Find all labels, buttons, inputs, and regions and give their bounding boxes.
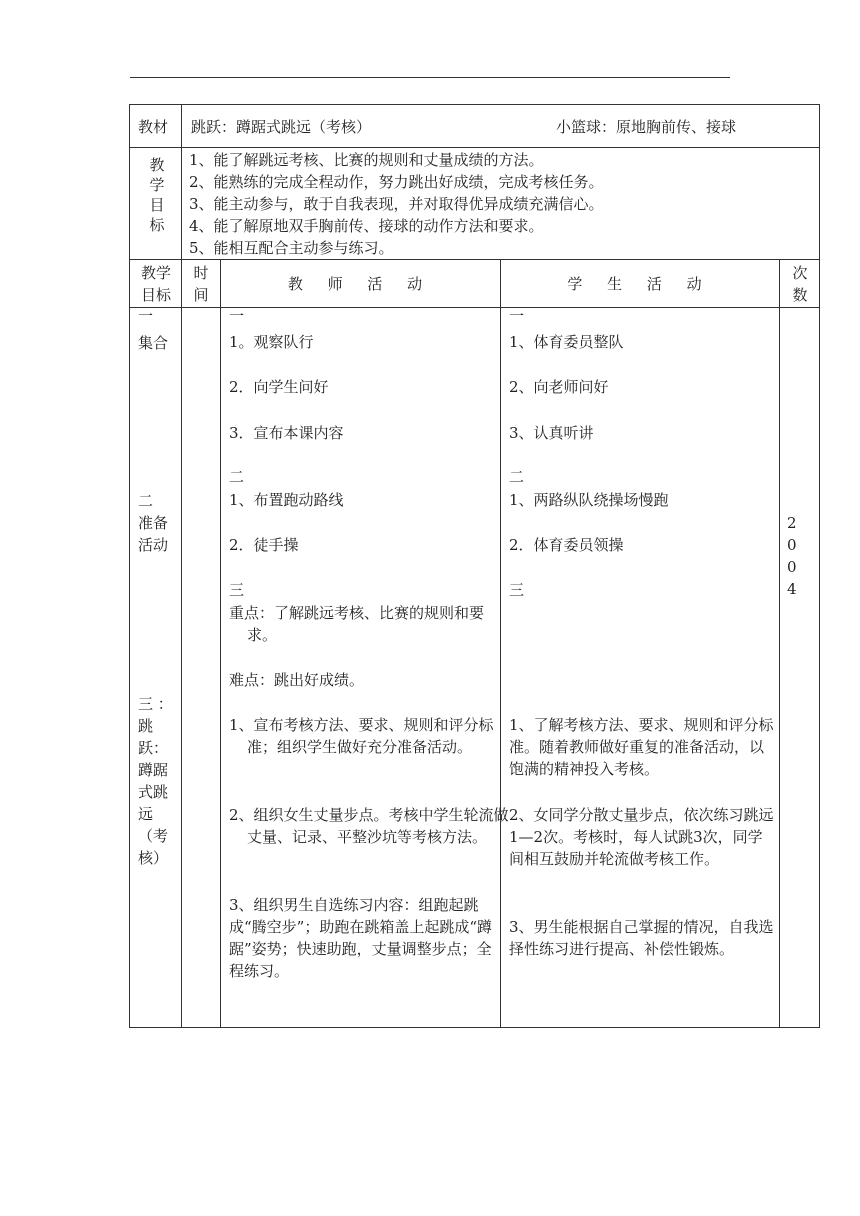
section-1-number: 一: [138, 307, 154, 325]
section-1-name: 集合: [138, 334, 169, 352]
label-teaching-goals: 教学目标: [149, 156, 165, 234]
col-divider: [220, 259, 221, 1027]
goal-line: 1、能了解跳远考核、比赛的规则和丈量成绩的方法。: [189, 151, 544, 169]
teacher-item: 2．向学生问好: [229, 378, 329, 396]
section-3-name: 跳跃：蹲踞式跳远（考核）: [138, 717, 169, 867]
teacher-paragraph: 3、组织男生自选练习内容：组跑起跳成“腾空步”；助跑在跳箱盖上起跳成“蹲踞”姿势；快速助跑，丈量调整步点；全程练习。: [229, 896, 493, 980]
goal-line: 5、能相互配合主动参与练习。: [189, 239, 394, 257]
header-rule: [130, 77, 730, 78]
row-divider: [129, 259, 820, 260]
goals-list: [189, 149, 604, 259]
teacher-item: 2．徒手操: [229, 536, 299, 554]
col-header-count: 次数: [792, 264, 808, 304]
student-paragraph: 2、女同学分散丈量步点，依次练习跳远1—2次。考核时，每人试跳3次，同学间相互鼓励并轮流做考核工作。: [509, 806, 774, 868]
textbook-item-basketball: 小篮球：原地胸前传、接球: [556, 118, 737, 136]
student-item: 2．体育委员领操: [509, 536, 624, 554]
teacher-heading-3: 三: [229, 581, 245, 599]
student-paragraph: 1、了解考核方法、要求、规则和评分标准。随着教师做好重复的准备活动，以饱满的精神投入考核。: [509, 716, 774, 778]
label-textbook: 教材: [138, 118, 169, 136]
col-header-goal: 教学目标: [140, 264, 171, 304]
count-value: 2004: [787, 514, 797, 598]
teacher-heading-2: 二: [229, 468, 245, 486]
goal-line: 4、能了解原地双手胸前传、接球的动作方法和要求。: [189, 217, 544, 235]
student-heading-3: 三: [509, 581, 525, 599]
textbook-item-jump: 跳跃：蹲踞式跳远（考核）: [191, 118, 372, 136]
student-item: 3、认真听讲: [509, 424, 594, 442]
student-item: 2、向老师问好: [509, 378, 609, 396]
col-header-student: 学 生 活 动: [567, 275, 712, 293]
teacher-heading-1: 一: [229, 307, 245, 325]
student-paragraph: 3、男生能根据自己掌握的情况，自我选择性练习进行提高、补偿性锻炼。: [509, 918, 774, 958]
col-header-time: 时间: [193, 264, 209, 304]
row-divider: [129, 147, 820, 148]
student-heading-1: 一: [509, 307, 525, 325]
teacher-difficulty: 难点：跳出好成绩。: [229, 671, 365, 689]
teacher-paragraph: 1、宣布考核方法、要求、规则和评分标准；组织学生做好充分准备活动。: [229, 716, 494, 756]
teacher-key-point: 重点：了解跳远考核、比赛的规则和要求。: [229, 604, 485, 644]
goal-line: 3、能主动参与，敢于自我表现，并对取得优异成绩充满信心。: [189, 195, 604, 213]
section-3-number: 三 ：: [138, 695, 173, 713]
goal-line: 2、能熟练的完成全程动作，努力跳出好成绩，完成考核任务。: [189, 173, 604, 191]
col-divider: [779, 259, 780, 1027]
student-item: 1、体育委员整队: [509, 333, 624, 351]
teacher-item: 3．宣布本课内容: [229, 424, 344, 442]
col-divider: [181, 104, 182, 1027]
section-2-number: 二: [138, 492, 154, 510]
section-2-name: 活动: [138, 536, 169, 554]
section-2-name: 准备: [138, 514, 169, 532]
teacher-item: 1、布置跑动路线: [229, 491, 344, 509]
col-header-teacher: 教 师 活 动: [287, 275, 433, 293]
student-heading-2: 二: [509, 468, 525, 486]
teacher-paragraph: 2、组织女生丈量步点。考核中学生轮流做丈量、记录、平整沙坑等考核方法。: [229, 806, 509, 846]
student-item: 1、两路纵队绕操场慢跑: [509, 491, 669, 509]
teacher-item: 1。观察队行: [229, 333, 314, 351]
